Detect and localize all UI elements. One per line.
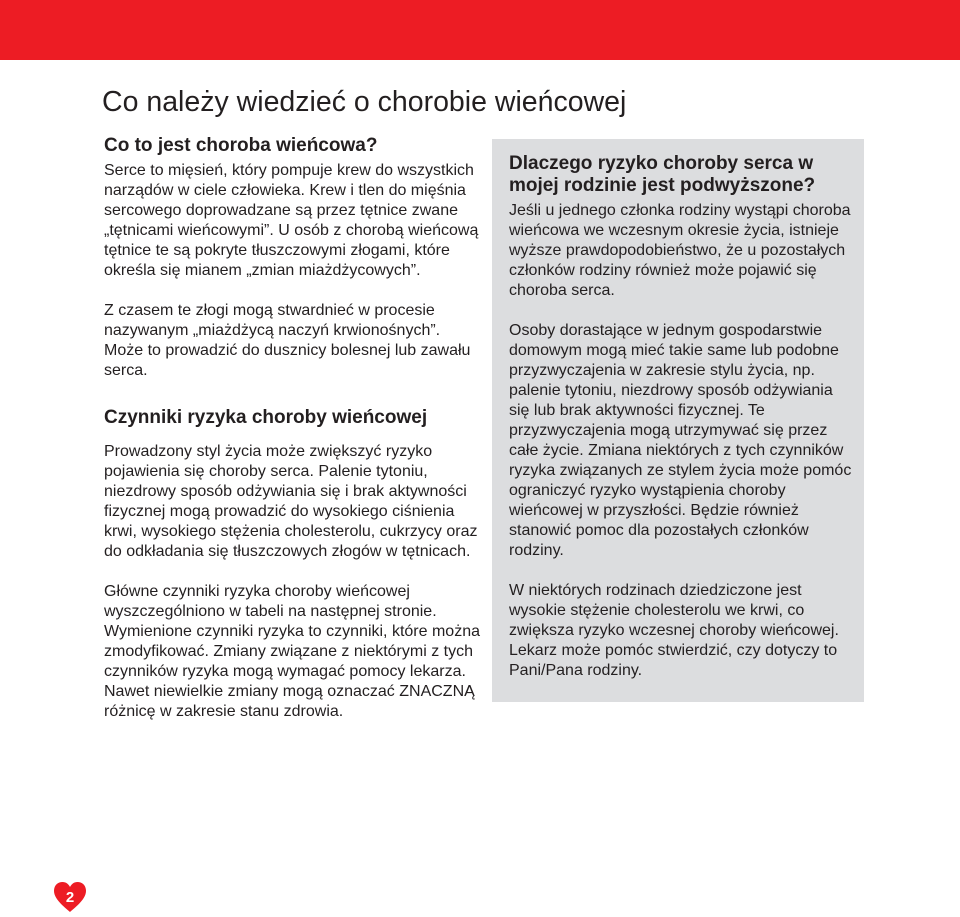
paragraph-heart-description: Serce to mięsień, który pompuje krew do wszystkich narządów w ciele człowieka. Krew i tlen do mięśnia sercowego doprowadzane są przez tętnice zwane „tętnicami wieńcowymi”. U osób z chorobą wieńcową tętnice te są pokryte tłuszczowymi złogami, które określa się mianem „zmian miażdżycowych”. — [104, 162, 479, 279]
sidebar-paragraph-cholesterol: W niektórych rodzinach dziedziczone jest wysokie stężenie cholesterolu we krwi, co zwiększa ryzyko wczesnej choroby wieńcowej. Lekarz może pomóc stwierdzić, czy dotyczy to Pani/Pana rodziny. — [509, 582, 839, 679]
paragraph-atherosclerosis: Z czasem te złogi mogą stwardnieć w procesie nazywanym „miażdżycą naczyń krwionośnych”. Może to prowadzić do dusznicy bolesnej lub zawału serca. — [104, 302, 471, 379]
left-column — [104, 134, 482, 722]
sidebar-heading: Dlaczego ryzyko choroby serca w mojej rodzinie jest podwyższone? — [509, 153, 816, 196]
section-heading-risk-factors: Czynniki ryzyka choroby wieńcowej — [104, 407, 428, 428]
paragraph-lifestyle: Prowadzony styl życia może zwiększyć ryzyko pojawienia się choroby serca. Palenie tytoniu, niezdrowy sposób odżywiania się i brak aktywności fizycznej mogą prowadzić do wysokiego ciśnienia krwi, wysokiego stężenia cholesterolu, cukrzycy oraz do odkładania się tłuszczowych złogów w tętnicach. — [104, 443, 478, 560]
family-risk-sidebar — [492, 139, 864, 702]
page-number: 2 — [65, 889, 75, 906]
top-color-bar — [0, 0, 960, 60]
sidebar-paragraph-family: Jeśli u jednego członka rodziny wystąpi choroba wieńcowa we wczesnym okresie życia, istnieje wyższe prawdopodobieństwo, że u pozostałych członków rodziny również może pojawić się choroba serca. — [509, 202, 851, 299]
section-heading-what-is: Co to jest choroba wieńcowa? — [104, 135, 378, 156]
sidebar-paragraph-household: Osoby dorastające w jednym gospodarstwie domowym mogą mieć takie same lub podobne przyzwyczajenia w zakresie stylu życia, np. palenie tytoniu, niezdrowy sposób odżywiania się lub brak aktywności fizycznej. Te przyzwyczajenia mogą utrzymywać się przez całe życie. Zmiana niektórych z tych czynników ryzyka związanych ze stylem życia może pomóc ograniczyć ryzyko wystąpienia choroby wieńcowej w przyszłości. Będzie również stanowić pomoc dla pozostałych członków rodziny. — [509, 322, 852, 559]
page-title: Co należy wiedzieć o chorobie wieńcowej — [102, 86, 627, 118]
page-number-badge — [53, 881, 87, 913]
paragraph-main-risk-factors: Główne czynniki ryzyka choroby wieńcowej wyszczególniono w tabeli na następnej stronie. Wymienione czynniki ryzyka to czynniki, które można zmodyfikować. Zmiany związane z niektórymi z tych czynników ryzyka mogą wymagać pomocy lekarza. Nawet niewielkie zmiany mogą oznaczać ZNACZNĄ różnicę w zakresie stanu zdrowia. — [104, 583, 480, 720]
